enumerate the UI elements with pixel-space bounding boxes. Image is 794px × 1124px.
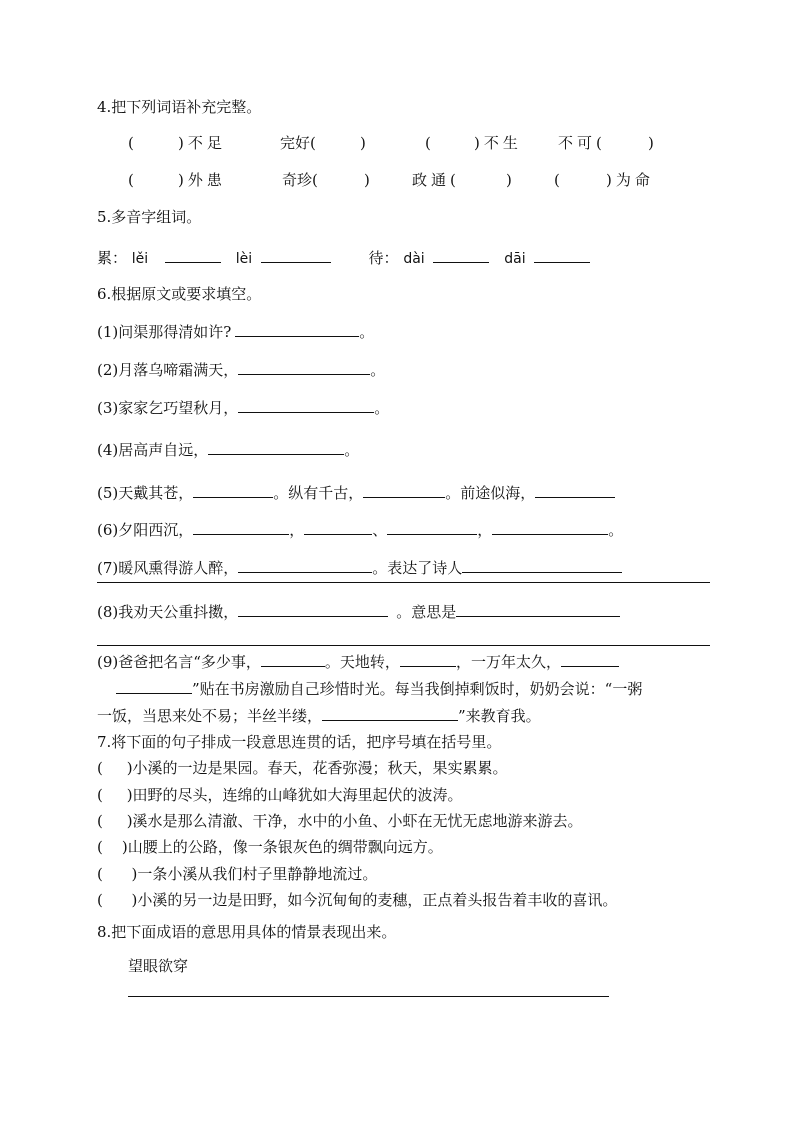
q7-item: ( )小溪的一边是果园。春天，花香弥漫；秋天，果实累累。	[97, 759, 508, 777]
q6-item-8: (8)我劝天公重抖擞， 。意思是	[97, 601, 620, 622]
blank[interactable]	[261, 651, 325, 667]
order-paren[interactable]: ( )	[97, 786, 133, 804]
q6-item-5: (5)天戴其苍， 。纵有千古， 。前途似海，	[97, 482, 615, 503]
answer-line[interactable]	[128, 996, 609, 997]
q6-item-6: (6)夕阳西沉， ， 、 ， 。	[97, 521, 624, 539]
q7-item: ( )溪水是那么清澈、干净，水中的小鱼、小虾在无忧无虑地游来游去。	[97, 812, 583, 830]
blank[interactable]	[456, 601, 620, 617]
blank[interactable]	[238, 397, 374, 413]
blank[interactable]	[387, 519, 477, 535]
q6-item-3: (3)家家乞巧望秋月， 。	[97, 399, 390, 417]
q8-idiom: 望眼欲穿	[128, 957, 189, 975]
order-paren[interactable]: ( )	[97, 812, 133, 830]
blank[interactable]	[322, 705, 458, 721]
blank[interactable]	[561, 651, 619, 667]
blank[interactable]	[165, 247, 221, 263]
answer-line[interactable]	[97, 582, 710, 583]
blank[interactable]	[235, 321, 359, 337]
blank[interactable]	[363, 482, 445, 498]
blank[interactable]	[238, 557, 372, 573]
blank[interactable]	[193, 482, 273, 498]
q6-item-9-line3: 一饭，当思来处不易；半丝半缕， ”来教育我。	[97, 707, 541, 725]
blank[interactable]	[208, 439, 344, 455]
q5-line: 累： lěi lèi 待： dài dāi	[97, 247, 590, 269]
q6-item-9-line1: (9)爸爸把名言“多少事， 。天地转， ，一万年太久，	[97, 651, 619, 672]
blank[interactable]	[535, 482, 615, 498]
blank[interactable]	[534, 247, 590, 263]
q7-item: ( )小溪的另一边是田野，如今沉甸甸的麦穗，正点着头报告着丰收的喜讯。	[97, 891, 618, 909]
blank[interactable]	[400, 651, 456, 667]
order-paren[interactable]: ( )	[97, 759, 133, 777]
blank[interactable]	[492, 519, 608, 535]
blank[interactable]	[116, 678, 192, 694]
q6-item-4: (4)居高声自远， 。	[97, 441, 360, 459]
blank[interactable]	[261, 247, 331, 263]
blank[interactable]	[462, 557, 622, 573]
q6-item-2: (2)月落乌啼霜满天， 。	[97, 361, 386, 379]
q6-title: 6.根据原文或要求填空。	[97, 285, 262, 303]
q7-title: 7.将下面的句子排成一段意思连贯的话，把序号填在括号里。	[97, 733, 502, 751]
order-paren[interactable]: ( )	[97, 865, 138, 883]
q7-item: ( )山腰上的公路，像一条银灰色的绸带飘向远方。	[97, 838, 443, 856]
order-paren[interactable]: ( )	[97, 838, 128, 856]
q6-item-9-line2: ”贴在书房激励自己珍惜时光。每当我倒掉剩饭时，奶奶会说：“一粥	[116, 678, 642, 699]
q4-row1: ( )不足 完好( ) ( )不生 不可( )	[128, 134, 654, 152]
blank[interactable]	[433, 247, 489, 263]
blank[interactable]	[238, 359, 370, 375]
q4-row2: ( )外患 奇珍( ) 政通( ) ( )为命	[128, 171, 654, 189]
answer-line[interactable]	[97, 645, 710, 646]
q7-item: ( )田野的尽头，连绵的山峰犹如大海里起伏的波涛。	[97, 786, 463, 804]
q7-item: ( )一条小溪从我们村子里静静地流过。	[97, 865, 378, 883]
blank[interactable]	[238, 601, 388, 617]
q6-item-1: (1)问渠那得清如许? 。	[97, 323, 375, 341]
q4-title: 4.把下列词语补充完整。	[97, 98, 262, 116]
q6-item-7: (7)暖风熏得游人醉， 。表达了诗人	[97, 557, 622, 578]
blank[interactable]	[193, 519, 289, 535]
order-paren[interactable]: ( )	[97, 891, 138, 909]
q5-title: 5.多音字组词。	[97, 208, 202, 226]
q8-title: 8.把下面成语的意思用具体的情景表现出来。	[97, 923, 397, 941]
blank[interactable]	[304, 519, 372, 535]
